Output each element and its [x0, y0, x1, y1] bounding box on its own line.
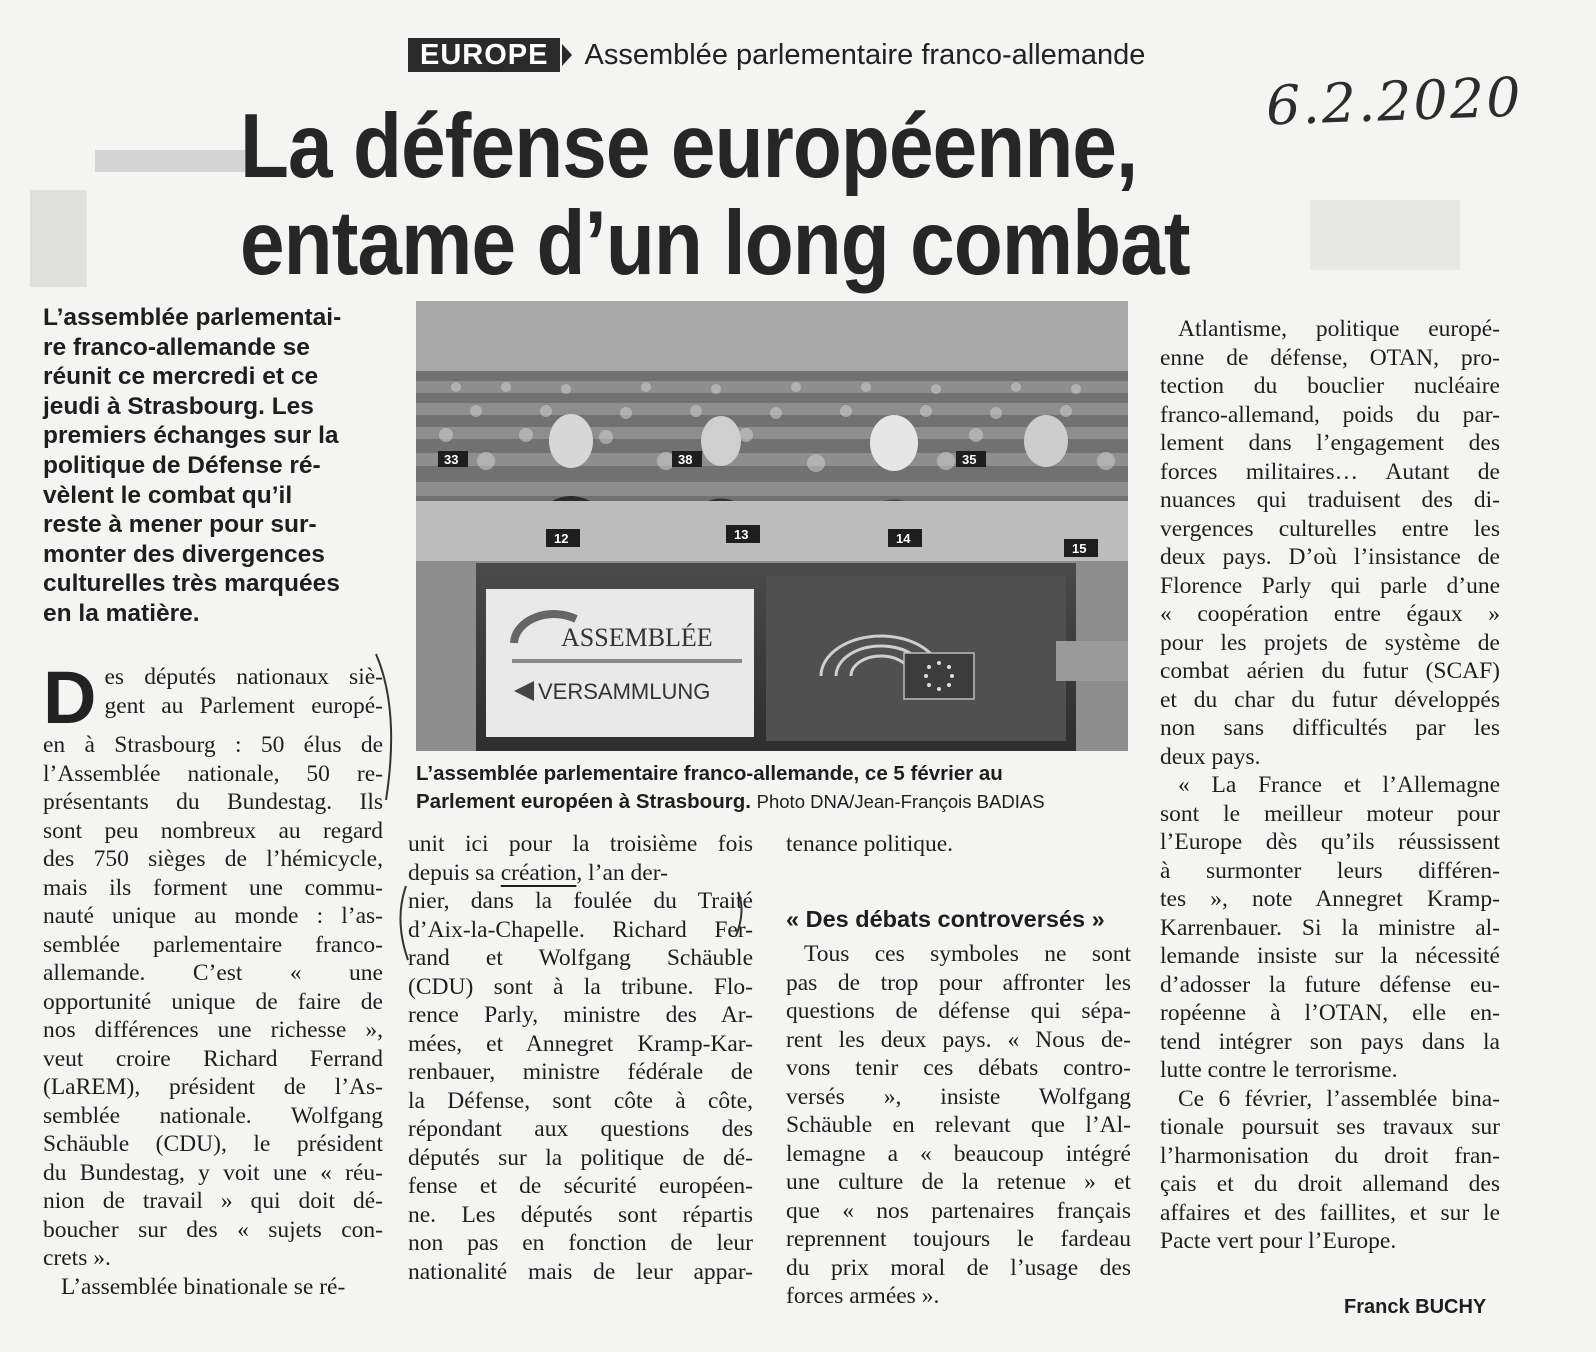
- body-line: Atlantisme, politique europé-: [1178, 316, 1500, 342]
- body-line: deux pays. D’où l’insistance de: [1160, 544, 1500, 570]
- pencil-bracket-mark: [392, 880, 752, 970]
- lead-line: politique de Défense ré-: [43, 451, 321, 479]
- body-line: mais ils forment une commu-: [43, 874, 383, 901]
- body-line: forces armées ».: [786, 1283, 940, 1309]
- body-line: « La France et l’Allemagne: [1178, 772, 1500, 798]
- body-line: Schäuble (CDU), le président: [43, 1131, 383, 1157]
- body-line: l’Europe dès qu’ils réussissent: [1160, 829, 1500, 855]
- bleed-through-bar-right: [1310, 200, 1460, 270]
- body-line: Karrenbauer. Si la ministre al-: [1160, 914, 1500, 941]
- lead-line: culturelles très marquées: [43, 570, 340, 598]
- body-line: ne. Les députés sont répartis: [408, 1201, 753, 1228]
- seat-number: 15: [1072, 541, 1087, 556]
- body-line: du prix moral de l’usage des: [786, 1254, 1131, 1281]
- body-line: sont le meilleur moteur pour: [1160, 800, 1500, 827]
- body-line: semblée nationale. Wolfgang: [43, 1102, 383, 1129]
- body-line: rent les deux pays. « Nous de-: [786, 1026, 1131, 1053]
- eu-flag-icon: [904, 653, 974, 699]
- body-column-3: [786, 830, 1131, 859]
- body-line: Florence Parly qui parle d’une: [1160, 572, 1500, 599]
- body-line: nier, dans la foulée du Traité: [408, 888, 753, 914]
- body-line: une culture de la retenue » et: [786, 1169, 1131, 1195]
- seat-number: 12: [554, 531, 569, 546]
- body-line: nos différences une richesse »,: [43, 1017, 383, 1043]
- body-line: vergences culturelles entre les: [1160, 515, 1500, 542]
- seat-number: 35: [962, 452, 977, 467]
- headline: [240, 98, 1208, 292]
- body-line: combat aérien du futur (SCAF): [1160, 658, 1500, 684]
- intertitle: « Des débats controversés »: [786, 906, 1105, 932]
- drop-cap: D: [43, 656, 97, 739]
- lead-line: premiers échanges sur la: [43, 422, 339, 450]
- body-line: pas de trop pour affronter les: [786, 969, 1131, 996]
- body-line: questions de défense qui sépa-: [786, 998, 1131, 1024]
- body-line: d’Aix-la-Chapelle. Richard Fer-: [408, 916, 753, 943]
- body-line: çais et du droit allemand des: [1160, 1171, 1500, 1197]
- body-line: en à Strasbourg : 50 élus de: [43, 732, 383, 758]
- body-column-1: [43, 656, 383, 1301]
- hemicycle-photo-illustration: [416, 301, 1128, 751]
- body-line: tenance politique.: [786, 831, 954, 857]
- body-line: opportunité unique de faire de: [43, 988, 383, 1015]
- section-kicker: [408, 38, 1145, 72]
- lead-line: monter des divergences: [43, 540, 325, 568]
- seat-number: 13: [734, 527, 749, 542]
- body-line: et du char du futur développés: [1160, 686, 1500, 713]
- body-line: Ce 6 février, l’assemblée bina-: [1178, 1085, 1500, 1112]
- body-line: lemande insiste sur la nécessité: [1160, 943, 1500, 969]
- lead-line: vèlent le combat qu’il: [43, 481, 293, 509]
- author-byline: Franck BUCHY: [1344, 1296, 1487, 1318]
- lead-line: reste à mener pour sur-: [43, 511, 317, 539]
- text-fragment: , l’an der-: [576, 859, 668, 886]
- seat-number: 33: [444, 452, 459, 467]
- body-line: crets ».: [43, 1245, 111, 1271]
- body-line: deux pays.: [1160, 743, 1261, 770]
- pencil-bracket-mark: [370, 650, 410, 810]
- body-line: tend intégrer son pays dans la: [1160, 1028, 1500, 1055]
- caption-bold-line-2: Parlement européen à Strasbourg.: [416, 790, 751, 813]
- body-line: forces militaires… Autant de: [1160, 458, 1500, 485]
- body-line: renbauer, ministre fédérale de: [408, 1059, 753, 1085]
- handwritten-underline-word: création: [500, 859, 577, 886]
- section-tag: EUROPE: [408, 38, 560, 72]
- body-line: rence Parly, ministre des Ar-: [408, 1002, 753, 1028]
- body-line: (CDU) sont à la tribune. Flo-: [408, 973, 753, 1000]
- lead-line: L’assemblée parlementai-: [43, 304, 342, 331]
- body-line: tection du bouclier nucléaire: [1160, 373, 1500, 399]
- body-line: nion de travail » qui doit dé-: [43, 1188, 383, 1214]
- body-line: députés sur la politique de dé-: [408, 1144, 753, 1171]
- photo-caption: [416, 760, 1136, 816]
- bleed-through-bar-left: [95, 150, 245, 172]
- body-line: la Défense, sont côte à côte,: [408, 1087, 753, 1114]
- body-line: du Bundestag, y voit une « réu-: [43, 1159, 383, 1186]
- body-column-3-continued: [786, 940, 1131, 1311]
- article-photo: [416, 301, 1128, 751]
- body-line: rand et Wolfgang Schäuble: [408, 945, 753, 971]
- body-line: lemagne a « beaucoup intégré: [786, 1140, 1131, 1167]
- body-line: reprennent toujours le fardeau: [786, 1226, 1131, 1252]
- body-line: allemande. C’est « une: [43, 960, 383, 986]
- body-line: lement dans l’engagement des: [1160, 430, 1500, 456]
- body-column-4: [1160, 315, 1500, 1256]
- body-line: nuances qui traduisent des di-: [1160, 487, 1500, 513]
- sign-text-versammlung: VERSAMMLUNG: [538, 679, 711, 704]
- body-line: boucher sur des « sujets con-: [43, 1216, 383, 1243]
- body-line: vons tenir ces débats contro-: [786, 1055, 1131, 1081]
- body-line: unit ici pour la troisième fois: [408, 831, 753, 857]
- body-line: l’Assemblée nationale, 50 re-: [43, 760, 383, 787]
- body-line: veut croire Richard Ferrand: [43, 1045, 383, 1072]
- handwritten-date: 6.2.2020: [1264, 65, 1524, 138]
- body-line: affaires et des faillites, et sur le: [1160, 1199, 1500, 1226]
- body-line: fense et de sécurité européen-: [408, 1173, 753, 1199]
- body-line: non sans difficultés par les: [1160, 715, 1500, 741]
- photo-credit: Photo DNA/Jean-François BADIAS: [756, 791, 1045, 812]
- headline-line-1: La défense européenne,: [240, 96, 1138, 197]
- body-line: Schäuble en relevant que l’Al-: [786, 1112, 1131, 1138]
- lead-line: re franco-allemande se: [43, 333, 310, 361]
- body-line: semblée parlementaire franco-: [43, 931, 383, 958]
- section-tag-arrow-icon: [562, 44, 572, 66]
- body-line: tionale poursuit ses travaux sur: [1160, 1114, 1500, 1140]
- body-line: pour les projets de système de: [1160, 629, 1500, 656]
- text-fragment: depuis sa: [408, 859, 501, 886]
- body-line: Pacte vert pour l’Europe.: [1160, 1228, 1397, 1254]
- seat-number: 38: [678, 452, 693, 467]
- body-line: (LaREM), président de l’As-: [43, 1074, 383, 1100]
- body-line: gent au Parlement europé-: [104, 692, 383, 719]
- body-line: que « nos partenaires français: [786, 1197, 1131, 1224]
- body-line: à surmonter leurs différen-: [1160, 857, 1500, 884]
- lead-line: en la matière.: [43, 599, 200, 627]
- body-line: mées, et Annegret Kramp-Kar-: [408, 1030, 753, 1057]
- body-line: répondant aux questions des: [408, 1116, 753, 1142]
- body-line: « coopération entre égaux »: [1160, 601, 1500, 627]
- body-line: franco-allemand, poids du par-: [1160, 401, 1500, 428]
- kicker-text: Assemblée parlementaire franco-allemande: [584, 38, 1146, 71]
- sign-text-assemblee: ASSEMBLÉE: [561, 623, 713, 652]
- body-line: non pas en fonction de leur: [408, 1230, 753, 1256]
- body-line: es députés nationaux siè-: [104, 664, 383, 690]
- caption-bold-line-1: L’assemblée parlementaire franco-allemande, ce 5 février au: [416, 762, 1003, 785]
- body-line: nauté unique au monde : l’as-: [43, 903, 383, 929]
- body-line: sont peu nombreux au regard: [43, 817, 383, 844]
- bleed-through-text-left: █: [30, 191, 87, 280]
- body-line: Tous ces symboles ne sont: [804, 941, 1131, 967]
- body-line: enne de défense, OTAN, pro-: [1160, 344, 1500, 371]
- body-line: présentants du Bundestag. Ils: [43, 789, 383, 815]
- body-line: d’adosser la future défense eu-: [1160, 971, 1500, 998]
- body-line: lutte contre le terrorisme.: [1160, 1057, 1398, 1083]
- body-line: L’assemblée binationale se ré-: [61, 1273, 346, 1300]
- body-line: versés », insiste Wolfgang: [786, 1083, 1131, 1110]
- body-line: des 750 sièges de l’hémicycle,: [43, 846, 383, 872]
- body-line: nationalité mais de leur appar-: [408, 1258, 753, 1285]
- body-line: tes », note Annegret Kramp-: [1160, 886, 1500, 912]
- lead-line: réunit ce mercredi et ce: [43, 363, 319, 391]
- seat-number: 14: [896, 531, 911, 546]
- body-line: l’harmonisation du droit fran-: [1160, 1142, 1500, 1169]
- headline-line-2: entame d’un long combat: [240, 193, 1190, 294]
- lead-paragraph: [43, 303, 375, 629]
- body-line: ropéenne à l’OTAN, elle en-: [1160, 1000, 1500, 1026]
- lead-line: jeudi à Strasbourg. Les: [43, 392, 314, 420]
